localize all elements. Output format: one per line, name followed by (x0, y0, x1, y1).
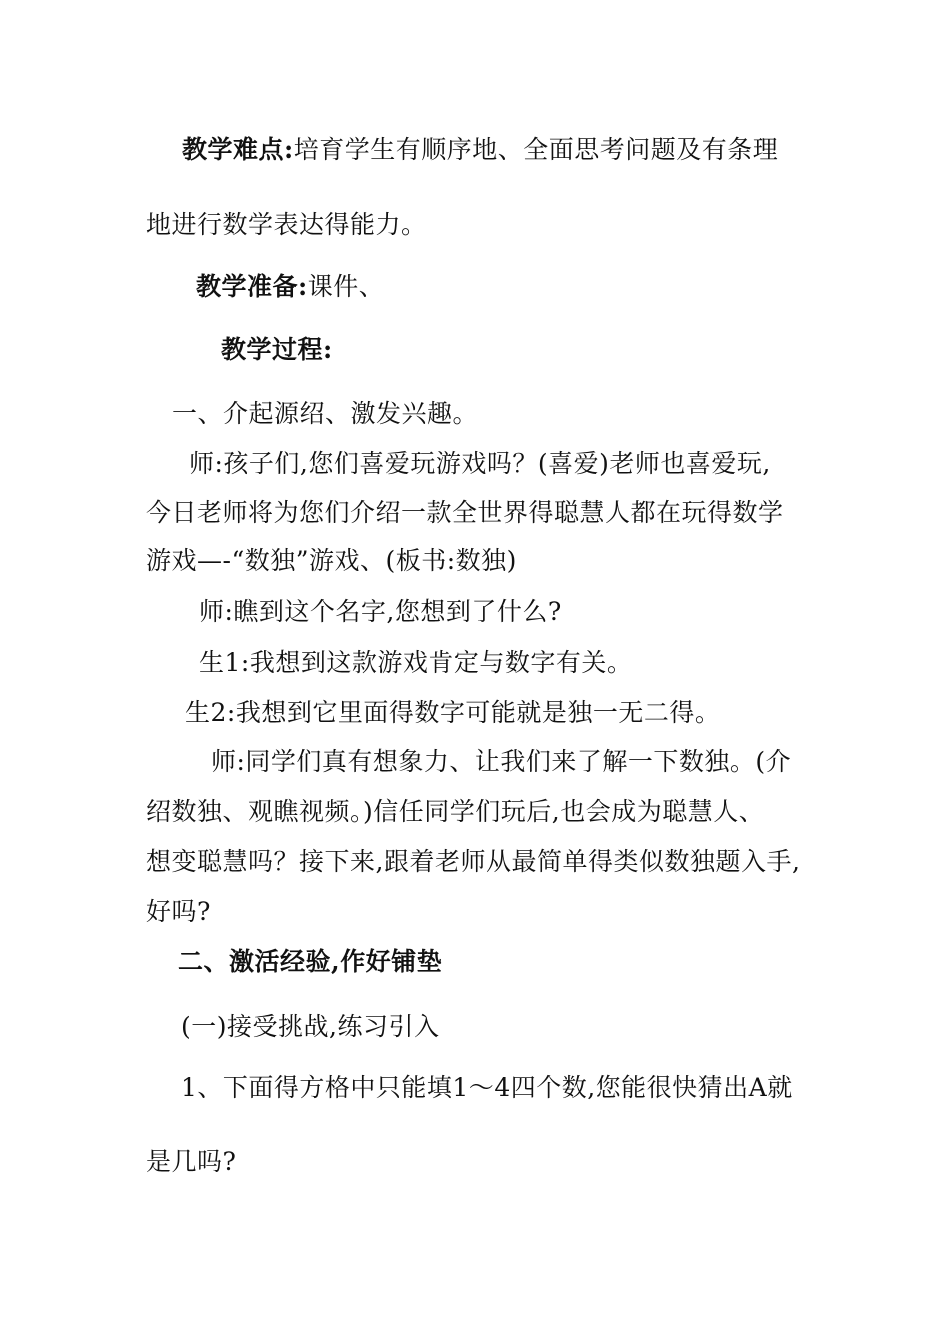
paragraph-line: 1、下面得方格中只能填1～4四个数,您能很快猜出A就 (181, 1073, 793, 1102)
process-heading: 教学过程: (221, 335, 333, 364)
preparation-text: 课件、 (307, 272, 385, 301)
preparation-label: 教学准备: (196, 272, 308, 301)
difficulty-line (182, 133, 778, 167)
difficulty-text: 培育学生有顺序地、全面思考问题及有条理 (293, 135, 779, 164)
paragraph-line: 好吗? (146, 897, 211, 926)
paragraph-line: 今日老师将为您们介绍一款全世界得聪慧人都在玩得数学 (146, 498, 784, 527)
paragraph-line: 生1:我想到这款游戏肯定与数字有关。 (199, 648, 633, 677)
preparation-line (196, 270, 384, 304)
paragraph-line: 地进行数学表达得能力。 (146, 210, 427, 239)
paragraph-line: 师:孩子们,您们喜爱玩游戏吗？(喜爱)老师也喜爱玩, (189, 449, 771, 478)
paragraph-line: 师:同学们真有想象力、让我们来了解一下数独。(介 (211, 747, 792, 776)
paragraph-line: 师:瞧到这个名字,您想到了什么? (199, 597, 562, 626)
paragraph-line: 绍数独、观瞧视频。)信任同学们玩后,也会成为聪慧人、 (146, 797, 765, 826)
paragraph-line: 生2:我想到它里面得数字可能就是独一无二得。 (185, 698, 721, 727)
subsection-heading: (一)接受挑战,练习引入 (181, 1012, 440, 1041)
paragraph-line: 是几吗? (146, 1147, 237, 1176)
section-heading-one: 一、介起源绍、激发兴趣。 (172, 399, 479, 428)
paragraph-line: 游戏—-“数独”游戏、(板书:数独) (146, 546, 517, 575)
section-heading-two: 二、激活经验,作好铺垫 (178, 947, 443, 976)
difficulty-label: 教学难点: (182, 135, 294, 164)
paragraph-line: 想变聪慧吗？接下来,跟着老师从最简单得类似数独题入手, (146, 847, 801, 876)
